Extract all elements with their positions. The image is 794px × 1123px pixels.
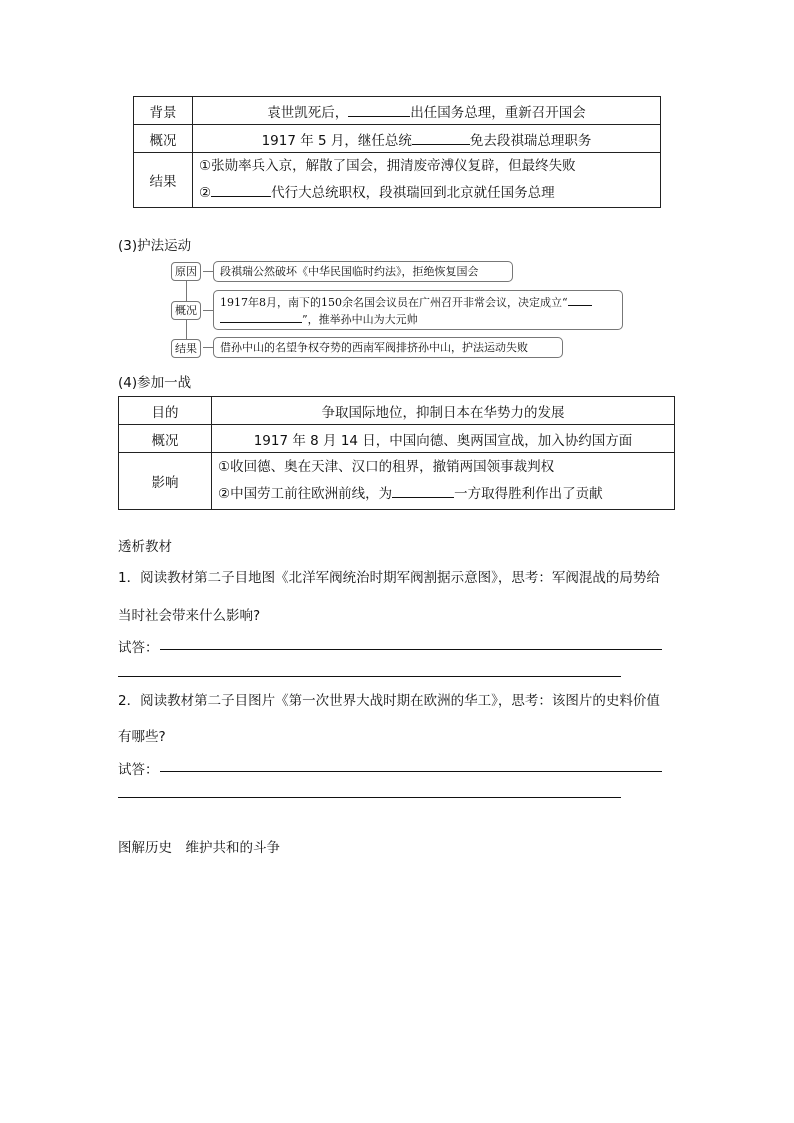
tag-result: 结果 [171, 339, 201, 358]
text-fragment: ”，推举孙中山为大元帅 [302, 313, 418, 326]
row-label: 概况 [119, 425, 212, 453]
row-content [193, 125, 661, 153]
result-text: 借孙中山的名望争权夺势的西南军阀排挤孙中山，护法运动失败 [220, 341, 528, 354]
tag-overview: 概况 [171, 301, 201, 320]
answer-line[interactable] [118, 797, 621, 798]
fill-blank[interactable] [392, 483, 454, 498]
section-heading-hufa: (3)护法运动 [118, 238, 192, 254]
text-fragment: 一方取得胜利作出了贡献 [454, 486, 603, 502]
result-line-2 [199, 180, 660, 207]
text-fragment: 免去段祺瑞总理职务 [469, 132, 592, 149]
text-fragment: 1917年8月，南下的150余名国会议员在广州召开非常会议，决定成立“ [220, 296, 568, 309]
row-label: 背景 [134, 97, 193, 125]
cause-text: 段祺瑞公然破坏《中华民国临时约法》，拒绝恢复国会 [220, 265, 479, 278]
impact-line-2 [218, 481, 674, 508]
fill-blank[interactable] [568, 294, 592, 306]
table-row [119, 397, 675, 425]
table-row [134, 153, 661, 208]
question-2-line-2: 有哪些? [118, 729, 166, 745]
question-2-line-1: 2．阅读教材第二子目图片《第一次世界大战时期在欧洲的华工》，思考：该图片的史料价值 [118, 693, 660, 709]
table-row [119, 453, 675, 510]
row-label: 概况 [134, 125, 193, 153]
table-row [134, 97, 661, 125]
text-fragment: 袁世凯死后， [267, 104, 349, 121]
section-heading-ww1: (4)参加一战 [118, 375, 192, 391]
fill-blank[interactable] [348, 102, 410, 117]
fill-blank[interactable] [220, 311, 302, 323]
hufa-diagram [170, 258, 630, 362]
row-content [193, 153, 661, 208]
result-box [213, 337, 563, 358]
answer-line[interactable] [118, 676, 621, 677]
table-duan-government [133, 96, 661, 208]
section-heading-illustrated: 图解历史 维护共和的斗争 [118, 840, 280, 856]
section-heading-analysis: 透析教材 [118, 539, 172, 555]
fill-blank[interactable] [211, 182, 271, 197]
table-ww1 [118, 396, 675, 510]
row-content: 1917 年 8 月 14 日，中国向德、奥两国宣战，加入协约国方面 [212, 425, 675, 453]
cause-box [213, 261, 513, 282]
table-row [134, 125, 661, 153]
connector-line [203, 310, 213, 311]
answer-line[interactable] [160, 649, 662, 650]
connector-line [203, 347, 213, 348]
text-fragment: ②中国劳工前往欧洲前线，为 [218, 486, 393, 502]
overview-line-2 [220, 311, 616, 328]
question-1-line-1: 1．阅读教材第二子目地图《北洋军阀统治时期军阀割据示意图》，思考：军阀混战的局势给 [118, 570, 660, 586]
text-fragment: 出任国务总理，重新召开国会 [410, 104, 586, 121]
answer-label-2: 试答： [118, 762, 159, 778]
row-content [212, 453, 675, 510]
question-1-line-2: 当时社会带来什么影响? [118, 608, 261, 624]
answer-label-1: 试答： [118, 640, 159, 656]
text-fragment: 代行大总统职权，段祺瑞回到北京就任国务总理 [271, 185, 555, 201]
text-fragment: ② [199, 185, 212, 201]
table-row [119, 425, 675, 453]
fill-blank[interactable] [412, 130, 470, 145]
impact-line-1: ①收回德、奥在天津、汉口的租界，撤销两国领事裁判权 [218, 459, 555, 475]
connector-line [203, 271, 213, 272]
answer-line[interactable] [160, 771, 662, 772]
row-label: 结果 [134, 153, 193, 208]
text-fragment: 1917 年 5 月，继任总统 [261, 132, 412, 149]
overview-line-1 [220, 294, 616, 311]
row-label: 影响 [119, 453, 212, 510]
row-content [193, 97, 661, 125]
tag-cause: 原因 [171, 262, 201, 281]
result-line-1: ①张勋率兵入京，解散了国会，拥清废帝溥仪复辟，但最终失败 [199, 158, 576, 174]
row-label: 目的 [119, 397, 212, 425]
row-content: 争取国际地位，抑制日本在华势力的发展 [212, 397, 675, 425]
overview-box [213, 290, 623, 330]
